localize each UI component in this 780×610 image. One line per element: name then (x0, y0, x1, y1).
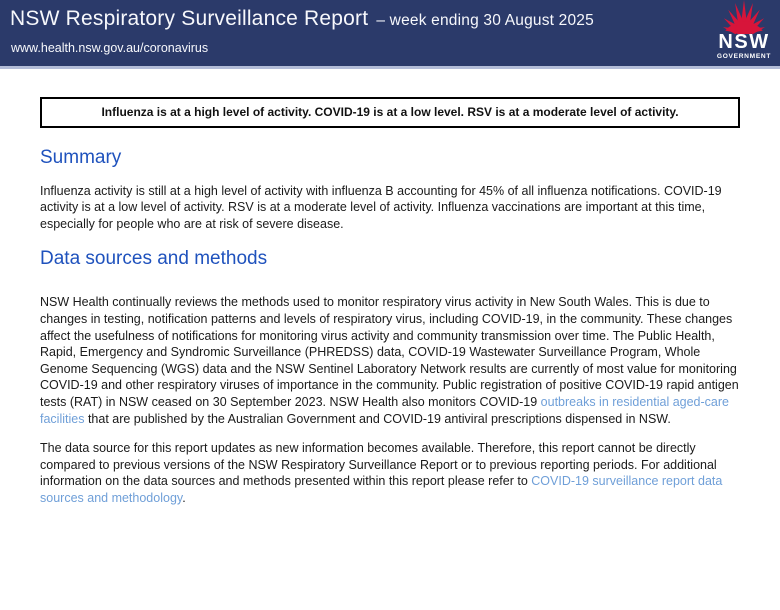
data-sources-paragraph-1 (40, 294, 740, 427)
logo-government-text: GOVERNMENT (716, 53, 772, 60)
activity-status-text: Influenza is at a high level of activity. COVID-19 is at a low level. RSV is at a moderate level of activity. (101, 105, 679, 119)
masthead-divider (0, 66, 780, 69)
report-title-text: NSW Respiratory Surveillance Report (10, 7, 369, 30)
report-page (0, 97, 780, 507)
data-sources-text-2: that are published by the Australian Government and COVID-19 antiviral prescriptions dispensed in NSW. (84, 411, 671, 426)
data-sources-paragraph-2 (40, 440, 740, 506)
data-sources-heading: Data sources and methods (40, 247, 268, 269)
data-sources-text-1: NSW Health continually reviews the methods used to monitor respiratory virus activity in New South Wales. This is due to changes in testing, notification patterns and levels of respiratory virus, including COVID-19, in the community. These changes affect the usefulness of notifications for monitoring virus activity and community transmission over time. The Public Health, Rapid, Emergency and Syndromic Surveillance (PHREDSS) data, COVID-19 Wastewater Surveillance Program, Whole Genome Sequencing (WGS) data and the NSW Sentinel Laboratory Network results are currently of most value for monitoring COVID-19 and other respiratory viruses of importance in the community. Public registration of positive COVID-19 rapid antigen tests (RAT) in NSW ceased on 30 September 2023. NSW Health also monitors COVID-19 (40, 295, 739, 410)
aged-care-outbreaks-link[interactable]: outbreaks in residential aged-care facilities (40, 395, 729, 426)
data-sources-text-3: The data source for this report updates as new information becomes available. Therefore, this report cannot be directly compared to previous versions of the NSW Respiratory Surveillance Report or to previous reporting periods. For additional information on the data sources and methods presented within this report please refer to (40, 441, 717, 489)
summary-paragraph: Influenza activity is still at a high level of activity with influenza B accounting for 45% of all influenza notifications. COVID-19 activity is at a low level of activity. RSV is at a moderate level of activity. Influenza vaccinations are important at this time, especially for people who are at risk of severe disease. (40, 183, 722, 232)
report-title (10, 7, 594, 31)
health-url: www.health.nsw.gov.au/coronavirus (11, 41, 209, 55)
summary-heading: Summary (40, 147, 122, 168)
data-sources-methodology-link[interactable]: COVID-19 surveillance report data sources and methodology (40, 474, 723, 505)
logo-nsw-text: NSW (718, 31, 770, 53)
data-sources-text-4: . (182, 491, 186, 505)
report-week-ending: – week ending 30 August 2025 (376, 12, 594, 29)
activity-status-banner (40, 97, 740, 128)
waratah-flower-icon (713, 0, 775, 34)
nsw-government-logo (713, 0, 775, 61)
report-masthead (0, 0, 780, 66)
